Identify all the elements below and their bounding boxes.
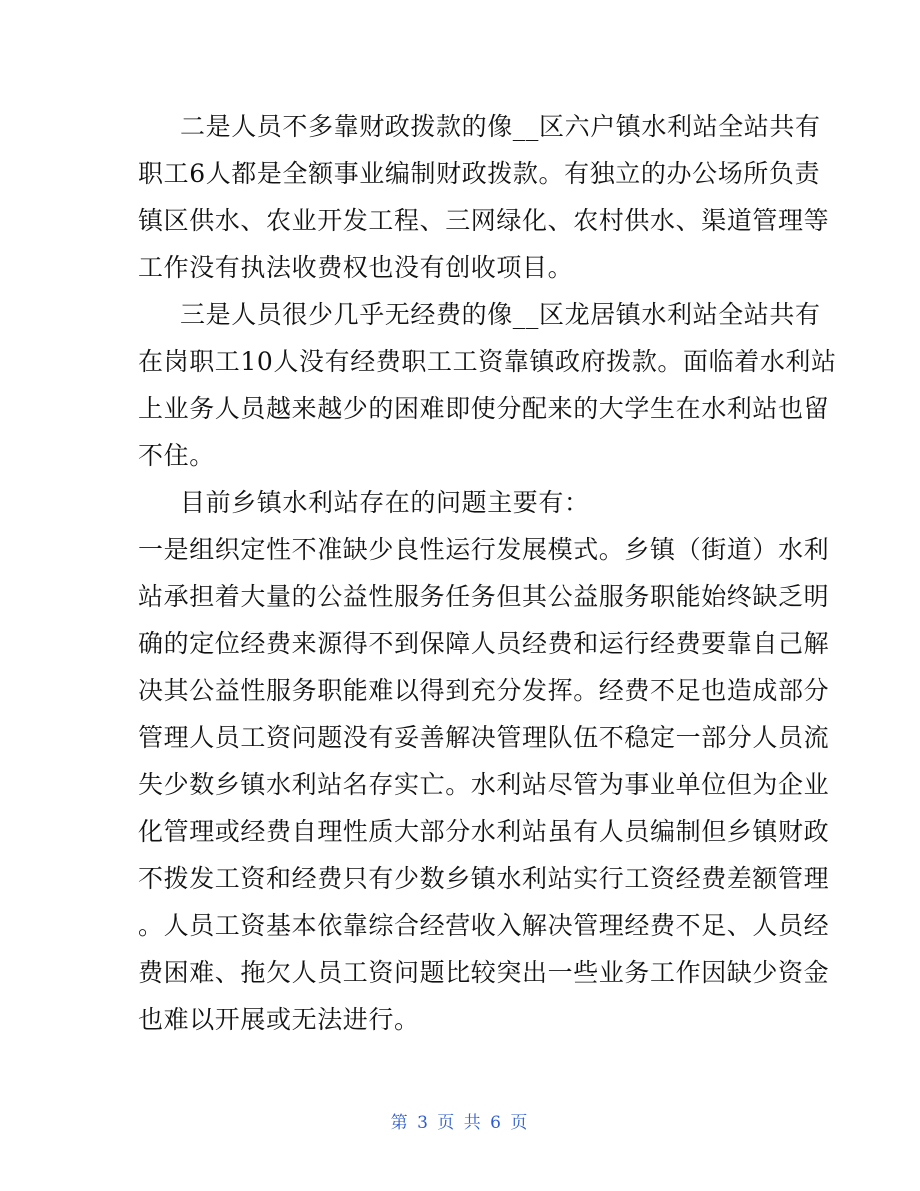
text-line: 费困难、拖欠人员工资问题比较突出一些业务工作因缺少资金: [138, 958, 830, 987]
text-line: 确的定位经费来源得不到保障人员经费和运行经费要靠自己解: [138, 629, 830, 658]
text-line: 目前乡镇水利站存在的问题主要有：: [180, 488, 590, 517]
text-line: 不拨发工资和经费只有少数乡镇水利站实行工资经费差额管理: [138, 864, 830, 893]
page-number-footer: 第 3 页 共 6 页: [390, 1113, 530, 1133]
text-line: 站承担着大量的公益性服务任务但其公益服务职能始终缺乏明: [138, 582, 830, 611]
text-line: 不住。: [138, 441, 215, 470]
text-line: 。人员工资基本依靠综合经营收入解决管理经费不足、人员经: [138, 911, 830, 940]
text-line: 一是组织定性不准缺少良性运行发展模式。乡镇（街道）水利: [138, 535, 830, 564]
text-line: 在岗职工10人没有经费职工工资靠镇政府拨款。面临着水利站: [138, 347, 837, 376]
text-line: 职工6人都是全额事业编制财政拨款。有独立的办公场所负责: [138, 159, 821, 188]
text-line: 工作没有执法收费权也没有创收项目。: [138, 253, 574, 282]
text-line: 二是人员不多靠财政拨款的像__区六户镇水利站全站共有: [180, 112, 821, 141]
text-line: 上业务人员越来越少的困难即使分配来的大学生在水利站也留: [138, 394, 830, 423]
text-line: 镇区供水、农业开发工程、三网绿化、农村供水、渠道管理等: [138, 206, 830, 235]
text-line: 管理人员工资问题没有妥善解决管理队伍不稳定一部分人员流: [138, 723, 830, 752]
text-line: 决其公益性服务职能难以得到充分发挥。经费不足也造成部分: [138, 676, 830, 705]
text-line: 化管理或经费自理性质大部分水利站虽有人员编制但乡镇财政: [138, 817, 830, 846]
text-line: 也难以开展或无法进行。: [138, 1005, 420, 1034]
text-line: 三是人员很少几乎无经费的像__区龙居镇水利站全站共有: [180, 300, 821, 329]
text-line: 失少数乡镇水利站名存实亡。水利站尽管为事业单位但为企业: [138, 770, 830, 799]
